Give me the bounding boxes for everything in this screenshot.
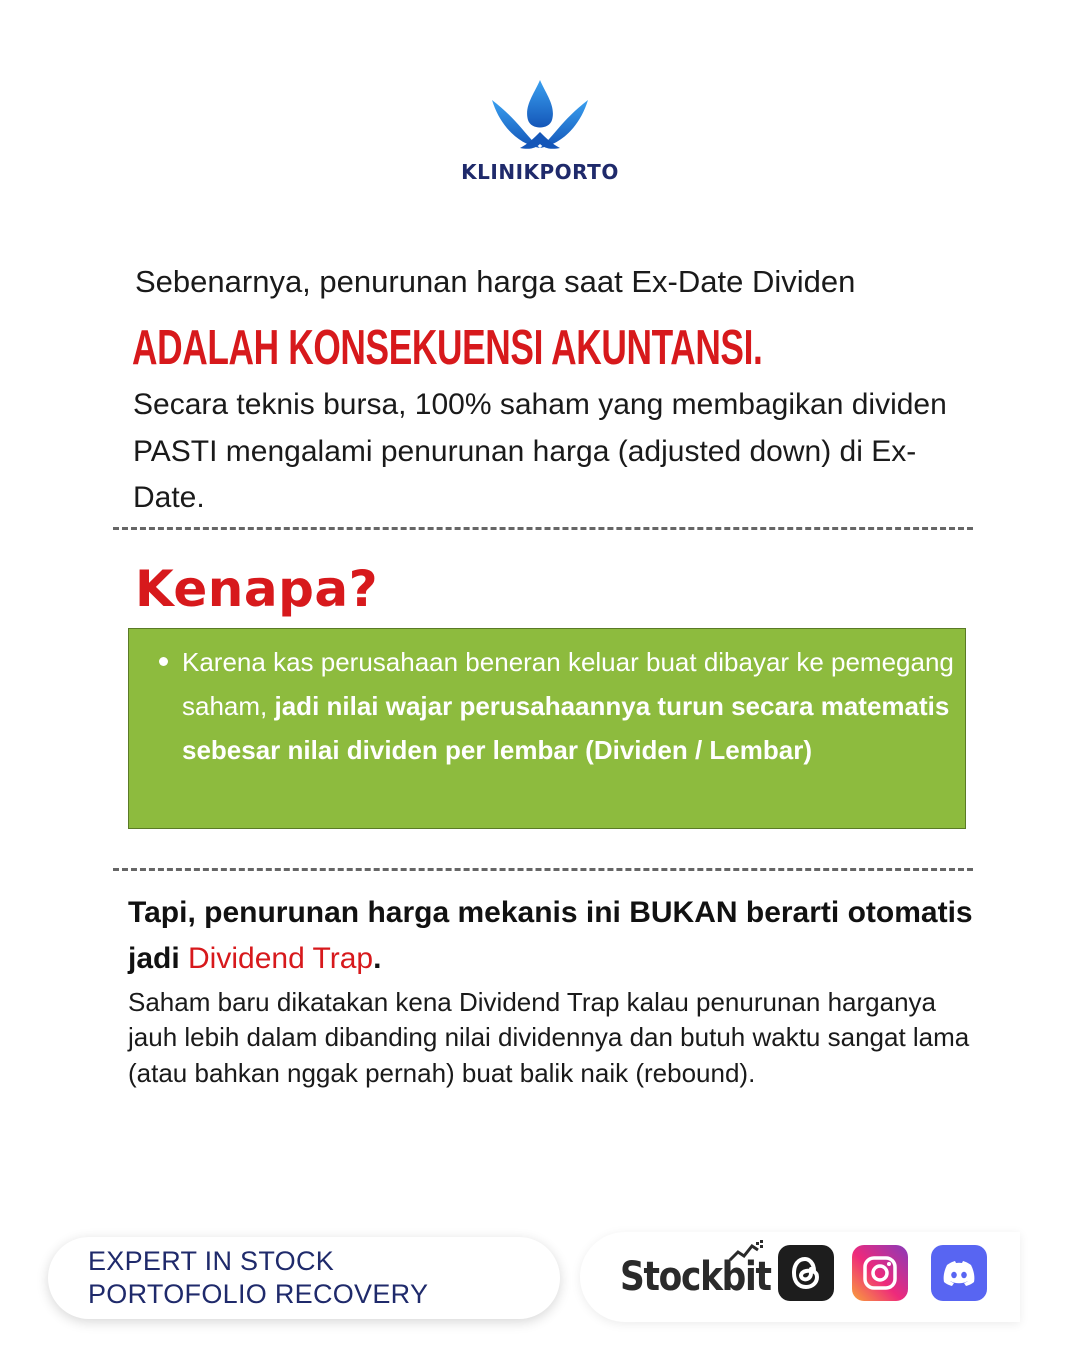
intro-text: Sebenarnya, penurunan harga saat Ex-Date Dividen	[135, 264, 856, 299]
lead-text: Tapi, penurunan harga mekanis ini BUKAN berarti otomatis jadi	[128, 896, 973, 975]
stockbit-chart-icon	[728, 1240, 764, 1264]
discord-icon[interactable]	[931, 1245, 987, 1301]
section-title-kenapa: Kenapa?	[135, 560, 379, 618]
bullet-text-plain: Karena kas perusahaan beneran keluar buat dibayar ke pemegang saham,	[182, 647, 954, 722]
stockbit-logo[interactable]: Stockbit	[620, 1254, 771, 1300]
bullet-text-bold: jadi nilai wajar perusahaannya turun secara matematis sebesar nilai dividen per lembar (Dividen / Lembar)	[182, 691, 950, 766]
klinikporto-logo	[490, 78, 590, 158]
tagline-line1: EXPERT IN STOCK	[88, 1246, 335, 1276]
tagline-line2: PORTOFOLIO RECOVERY	[88, 1279, 429, 1309]
dividend-trap-highlight: Dividend Trap	[188, 942, 374, 975]
instagram-icon[interactable]	[852, 1245, 908, 1301]
headline: ADALAH KONSEKUENSI AKUNTANSI.	[132, 321, 763, 375]
bullet-icon	[159, 657, 168, 666]
section1-paragraph: Secara teknis bursa, 100% saham yang membagikan dividen PASTI mengalami penurunan harga (adjusted down) di Ex-Date.	[133, 388, 947, 514]
dashed-divider	[113, 868, 973, 871]
threads-icon[interactable]	[778, 1245, 834, 1301]
brand-name: KLINIKPORTO	[461, 160, 619, 184]
section3-paragraph: Saham baru dikatakan kena Dividend Trap kalau penurunan harganya jauh lebih dalam dibanding nilai dividennya dan butuh waktu sangat lama (atau bahkan nggak pernah) buat balik naik (rebound).	[128, 987, 970, 1088]
dashed-divider	[113, 527, 973, 530]
section3-lead	[128, 890, 988, 982]
tagline	[88, 1245, 548, 1311]
lead-period: .	[373, 942, 382, 975]
explanation-bullet	[182, 640, 957, 773]
